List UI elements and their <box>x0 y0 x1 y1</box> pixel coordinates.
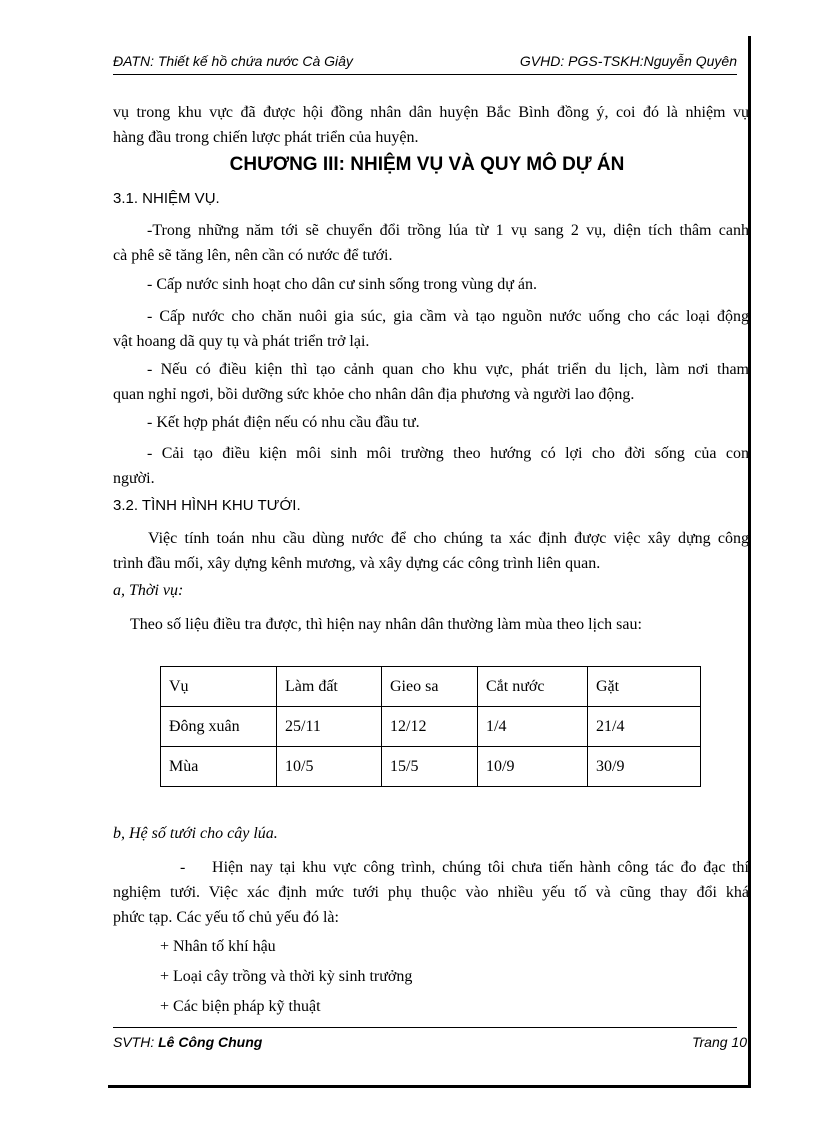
section1-p4-line2: quan nghỉ ngơi, bồi dưỡng sức khỏe cho nhân dân địa phương và người lao động. <box>113 386 635 403</box>
list-item: + Các biện pháp kỹ thuật <box>160 998 321 1015</box>
table-row <box>161 707 701 747</box>
section1-p6-line2: người. <box>113 470 155 487</box>
page-header <box>113 53 737 73</box>
intro-line-2: hàng đầu trong chiến lược phát triển của huyện. <box>113 129 419 146</box>
section-b-p1-line3: phức tạp. Các yếu tố chủ yếu đó là: <box>113 909 339 926</box>
table-cell: 12/12 <box>382 707 478 747</box>
subsection-b-heading: b, Hệ số tưới cho cây lúa. <box>113 825 278 842</box>
list-item: + Nhân tố khí hậu <box>160 938 276 955</box>
header-thesis-title: ĐATN: Thiết kế hồ chứa nước Cà Giây <box>113 53 353 69</box>
intro-line-1: vụ trong khu vực đã được hội đồng nhân dân huyện Bắc Bình đồng ý, coi đó là nhiệm vụ <box>113 104 749 121</box>
table-cell: 30/9 <box>588 747 701 787</box>
section-b-p1-line1: - Hiện nay tại khu vực công trình, chúng tôi chưa tiến hành công tác đo đạc thí <box>180 859 749 876</box>
section2-p1-line1: Việc tính toán nhu cầu dùng nước để cho chúng ta xác định được việc xây dựng công <box>148 530 749 547</box>
subsection-a-heading: a, Thời vụ: <box>113 582 184 599</box>
table-cell: Đông xuân <box>161 707 277 747</box>
table-cell: 10/5 <box>277 747 382 787</box>
chapter-title: CHƯƠNG III: NHIỆM VỤ VÀ QUY MÔ DỰ ÁN <box>229 154 625 175</box>
table-header-cell: Gieo sa <box>382 667 478 707</box>
table-cell: 25/11 <box>277 707 382 747</box>
section1-p3-line1: - Cấp nước cho chăn nuôi gia súc, gia cầm và tạo nguồn nước uống cho các loại động <box>147 308 749 325</box>
table-cell: Mùa <box>161 747 277 787</box>
section1-p1-line1: -Trong những năm tới sẽ chuyển đổi trồng lúa từ 1 vụ sang 2 vụ, diện tích thâm canh <box>147 222 749 239</box>
section1-p4-line1: - Nếu có điều kiện thì tạo cảnh quan cho khu vực, phát triển du lịch, làm nơi tham <box>147 361 749 378</box>
table-header-row <box>161 667 701 707</box>
table-cell: 15/5 <box>382 747 478 787</box>
footer-author-name: Lê Công Chung <box>158 1034 263 1050</box>
section-heading-3-2: 3.2. TÌNH HÌNH KHU TƯỚI. <box>113 497 301 514</box>
header-supervisor: GVHD: PGS-TSKH:Nguyễn Quyên <box>519 53 737 69</box>
table-cell: 10/9 <box>478 747 588 787</box>
crop-calendar-table <box>160 666 701 787</box>
footer-label: SVTH: <box>113 1034 155 1050</box>
footer-divider <box>113 1027 737 1028</box>
footer-author <box>113 1034 262 1050</box>
section1-p6-line1: - Cải tạo điều kiện môi sinh môi trường theo hướng có lợi cho đời sống của con <box>147 445 749 462</box>
table-header-cell: Cắt nước <box>478 667 588 707</box>
section1-p2: - Cấp nước sinh hoạt cho dân cư sinh sống trong vùng dự án. <box>147 276 537 293</box>
table-cell: 21/4 <box>588 707 701 747</box>
page-number: Trang 10 <box>692 1034 747 1050</box>
table-header-cell: Vụ <box>161 667 277 707</box>
list-item: + Loại cây trồng và thời kỳ sinh trưởng <box>160 968 413 985</box>
table-header-cell: Làm đất <box>277 667 382 707</box>
section-b-p1-line2: nghiệm tưới. Việc xác định mức tưới phụ thuộc vào nhiều yếu tố và cũng thay đổi khá <box>113 884 749 901</box>
section1-p1-line2: cà phê sẽ tăng lên, nên cần có nước để tưới. <box>113 247 393 264</box>
table-cell: 1/4 <box>478 707 588 747</box>
section1-p5: - Kết hợp phát điện nếu có nhu cầu đầu tư. <box>147 414 420 431</box>
section2-p2: Theo số liệu điều tra được, thì hiện nay nhân dân thường làm mùa theo lịch sau: <box>130 616 642 633</box>
table-header-cell: Gặt <box>588 667 701 707</box>
page-footer <box>113 1034 747 1054</box>
section2-p1-line2: trình đầu mối, xây dựng kênh mương, và xây dựng các công trình liên quan. <box>113 555 601 572</box>
section1-p3-line2: vật hoang dã quy tụ và phát triển trở lại. <box>113 333 370 350</box>
header-divider <box>113 74 737 75</box>
table-row <box>161 747 701 787</box>
section-heading-3-1: 3.1. NHIỆM VỤ. <box>113 190 220 207</box>
